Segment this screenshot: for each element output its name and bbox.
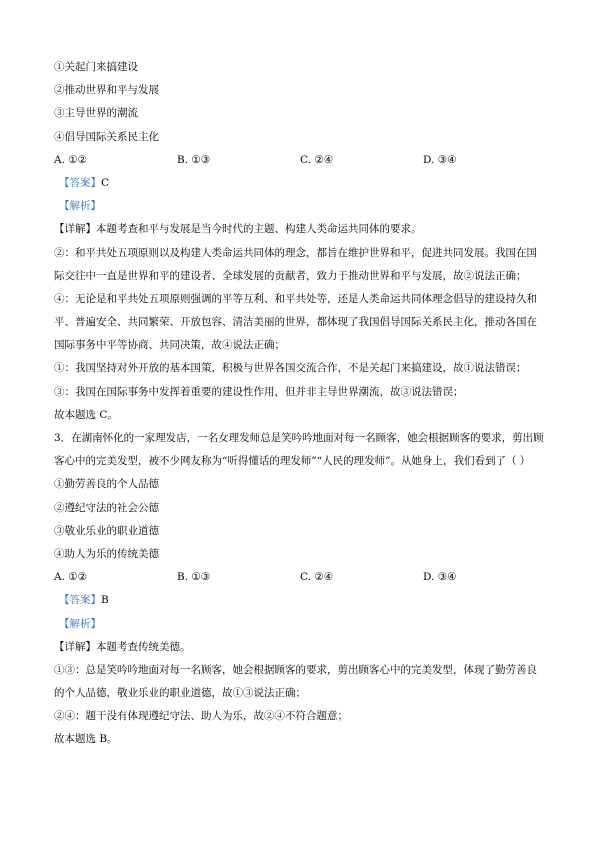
q2-item-3: ③主导世界的潮流 — [54, 107, 138, 120]
q3-option-b: B. ①③ — [177, 571, 211, 584]
q2-options — [54, 149, 550, 172]
q2-detail-line: 国际事务中平等协商、共同决策，故④说法正确； — [54, 339, 285, 352]
detail-text: 本题考查和平与发展是当今时代的主题、构建人类命运共同体的要求。 — [96, 223, 422, 236]
q2-answer — [54, 172, 550, 195]
q3-analysis-tag: 【解析】 — [59, 617, 101, 630]
answer-value: C — [101, 176, 110, 189]
exam-page — [54, 56, 550, 752]
q3-detail-line: 的个人品德，敬业乐业的职业道德，故①③说法正确； — [54, 687, 306, 700]
q2-option-d: D. ③④ — [423, 153, 457, 166]
q3-option-a: A. ①② — [54, 571, 88, 584]
q3-options — [54, 566, 550, 589]
q2-item-2: ②推动世界和平与发展 — [54, 84, 159, 97]
q3-item-4: ④助人为乐的传统美德 — [54, 547, 159, 560]
q2-detail-line: ③：我国在国际事务中发挥着重要的建设性作用，但并非主导世界潮流，故③说法错误； — [54, 385, 464, 398]
q3-option-d: D. ③④ — [423, 571, 457, 584]
detail-tag: 【详解】 — [54, 640, 96, 653]
q3-item-3: ③敬业乐业的职业道德 — [54, 524, 159, 537]
q2-detail-line: ①：我国坚持对外开放的基本国策，积极与世界各国交流合作，不是关起门来搞建设，故①说法错误； — [54, 362, 527, 375]
q3-answer — [54, 589, 550, 612]
q2-detail-line: 平、普遍安全、共同繁荣、开放包容、清洁美丽的世界，都体现了我国倡导国际关系民主化，推动各国在 — [54, 316, 537, 329]
answer-tag: 【答案】 — [59, 176, 101, 189]
q2-item-1: ①关起门来搞建设 — [54, 61, 138, 73]
q3-detail-line — [54, 636, 550, 659]
q2-option-a: A. ①② — [54, 153, 88, 166]
q2-detail-line: ②：和平共处五项原则以及构建人类命运共同体的理念，都旨在维护世界和平，促进共同发展。我国在国 — [54, 246, 537, 259]
answer-value: B — [101, 594, 109, 607]
q2-detail-line — [54, 218, 550, 241]
q3-stem-line: 3．在湖南怀化的一家理发店，一名女理发师总是笑吟吟地面对每一名顾客，她会根据顾客的要求，剪出顾 — [54, 432, 544, 444]
q3-conclusion: 故本题选 B。 — [54, 733, 118, 746]
q2-conclusion: 故本题选 C。 — [54, 408, 118, 421]
detail-text: 本题考查传统美德。 — [96, 640, 191, 653]
q3-detail-line: ②④：题干没有体现遵纪守法、助人为乐，故②④不符合题意； — [54, 710, 348, 723]
q3-item-2: ②遵纪守法的社会公德 — [54, 501, 159, 514]
q3-detail-line: ①③：总是笑吟吟地面对每一名顾客，她会根据顾客的要求，剪出顾客心中的完美发型，体现了勤劳善良 — [54, 663, 537, 676]
q2-option-b: B. ①③ — [177, 153, 211, 166]
answer-tag: 【答案】 — [59, 594, 101, 607]
q2-option-c: C. ②④ — [300, 153, 334, 166]
q3-stem-line: 客心中的完美发型，被不少网友称为“听得懂话的理发师”“人民的理发师”。从她身上，我们看到了（ ） — [54, 455, 531, 468]
q3-option-c: C. ②④ — [300, 571, 334, 584]
q2-analysis-tag: 【解析】 — [59, 200, 101, 213]
q2-detail-line: 际交往中一直是世界和平的建设者、全球发展的贡献者，致力于推动世界和平与发展，故②说法正确； — [54, 269, 527, 282]
detail-tag: 【详解】 — [54, 223, 96, 236]
q3-item-1: ①勤劳善良的个人品德 — [54, 478, 159, 491]
q2-detail-line: ④：无论是和平共处五项原则强调的平等互利、和平共处等，还是人类命运共同体理念倡导的建设持久和 — [54, 292, 537, 305]
q2-item-4: ④倡导国际关系民主化 — [54, 130, 159, 143]
